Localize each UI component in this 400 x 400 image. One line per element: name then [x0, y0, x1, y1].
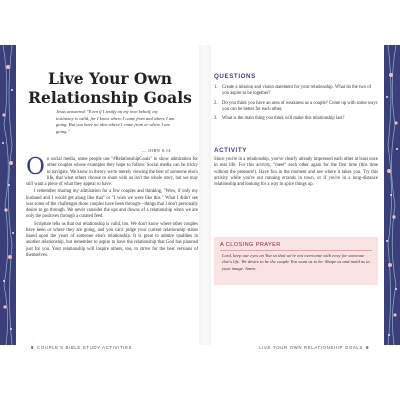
- question-text: What is the main thing you think will make this relationship last?: [222, 116, 345, 121]
- question-number: 2.: [214, 100, 218, 106]
- right-footer: [259, 345, 372, 350]
- scripture-reference-text: JOHN 8:14: [148, 148, 171, 153]
- questions-heading: QUESTIONS: [214, 73, 256, 80]
- floral-pattern-icon: [384, 45, 400, 345]
- list-item: [214, 101, 378, 114]
- activity-text: Since you're in a relationship, you've clearly already impressed each other at least once in real life. For this activity, "meet" each other again for the first time (this time without the pressure!). Have fun in the moment and see where it takes you. Try this activity while you're out running errands in town, or if you're in a long-distance relationship and looking for a way to spice things up.: [214, 157, 378, 187]
- left-page: [22, 45, 198, 350]
- question-text: Do you think you have an area of weakness as a couple? Come up with some ways you can be better for each other.: [222, 100, 378, 112]
- page-number: 8: [31, 345, 35, 350]
- list-item: [214, 85, 378, 98]
- left-footer: [28, 345, 132, 350]
- floral-border-left: [0, 45, 16, 345]
- question-number: 1.: [214, 85, 218, 90]
- floral-border-right: [384, 45, 400, 345]
- running-footer: COUPLE'S BIBLE STUDY ACTIVITIES: [37, 345, 133, 350]
- activity-heading: ACTIVITY: [214, 147, 247, 154]
- paragraph: Scripture tells us that our relationship is valid, too. We don't know where other couples have been or where they are going, and you can't judge your current relationship status based upon the years of someone else's relationship. It is great to admire qualities in another relationship, but remember to aspire to have the relationship that God has planned just for you. Your relationship will inspire others, too, to strive for the best versions of themselves.: [26, 221, 198, 258]
- scripture-quote: Jesus answered, "Even if I testify on my own behalf, my testimony is valid, for I know where I came from and where I am going. But you have no idea where I come from or where I am going.": [56, 109, 175, 134]
- question-number: 3.: [214, 116, 218, 121]
- right-page: [214, 45, 378, 350]
- running-footer: LIVE YOUR OWN RELATIONSHIP GOALS: [259, 345, 363, 350]
- questions-list: [214, 85, 378, 125]
- page-number: 9: [365, 345, 369, 350]
- list-item: [214, 116, 378, 122]
- scripture-reference: — JOHN 8:14: [142, 148, 171, 153]
- paragraph: I remember sharing my admiration for a few couples and thinking, "Wow, if only my husband and I would get along like that" or "I wish we were like this." What I didn't see was some of the challenges those couples have been through—things that I don't personally desire to go through. We never consider the ups and downs of a relationship when we are only the positives through a curated feed.: [26, 189, 198, 220]
- prayer-heading: A CLOSING PRAYER: [220, 242, 281, 248]
- question-text: Create a mission and vision statement for your relationship. What do the two of you aspire to be together?: [222, 85, 372, 97]
- drop-cap: O: [26, 154, 45, 180]
- floral-pattern-icon: [0, 45, 16, 345]
- closing-prayer-box: [214, 237, 378, 285]
- book-spread: [0, 45, 400, 350]
- divider: [220, 250, 372, 251]
- book-gutter: [199, 45, 211, 345]
- prayer-text: Lord, keep our eyes on You so that we're not overcome with envy for someone else's life. We desire to be the couple You want us to be. Shape us and mold us in your image. Amen.: [222, 253, 370, 271]
- page-title: Live Your Own Relationship Goals: [28, 69, 192, 107]
- left-body-text: [26, 154, 198, 260]
- paragraph-text: n social media, some people use "#RelationshipGoals" to show admiration for other couples whose examples they hope to follow. Social media can be tricky to navigate. We know in theory we're merely viewing the best of someone else's life, that what others choose to share with us isn't the whole story, but we may still want a piece of what they appear to have.: [26, 157, 198, 187]
- paragraph: [26, 154, 198, 188]
